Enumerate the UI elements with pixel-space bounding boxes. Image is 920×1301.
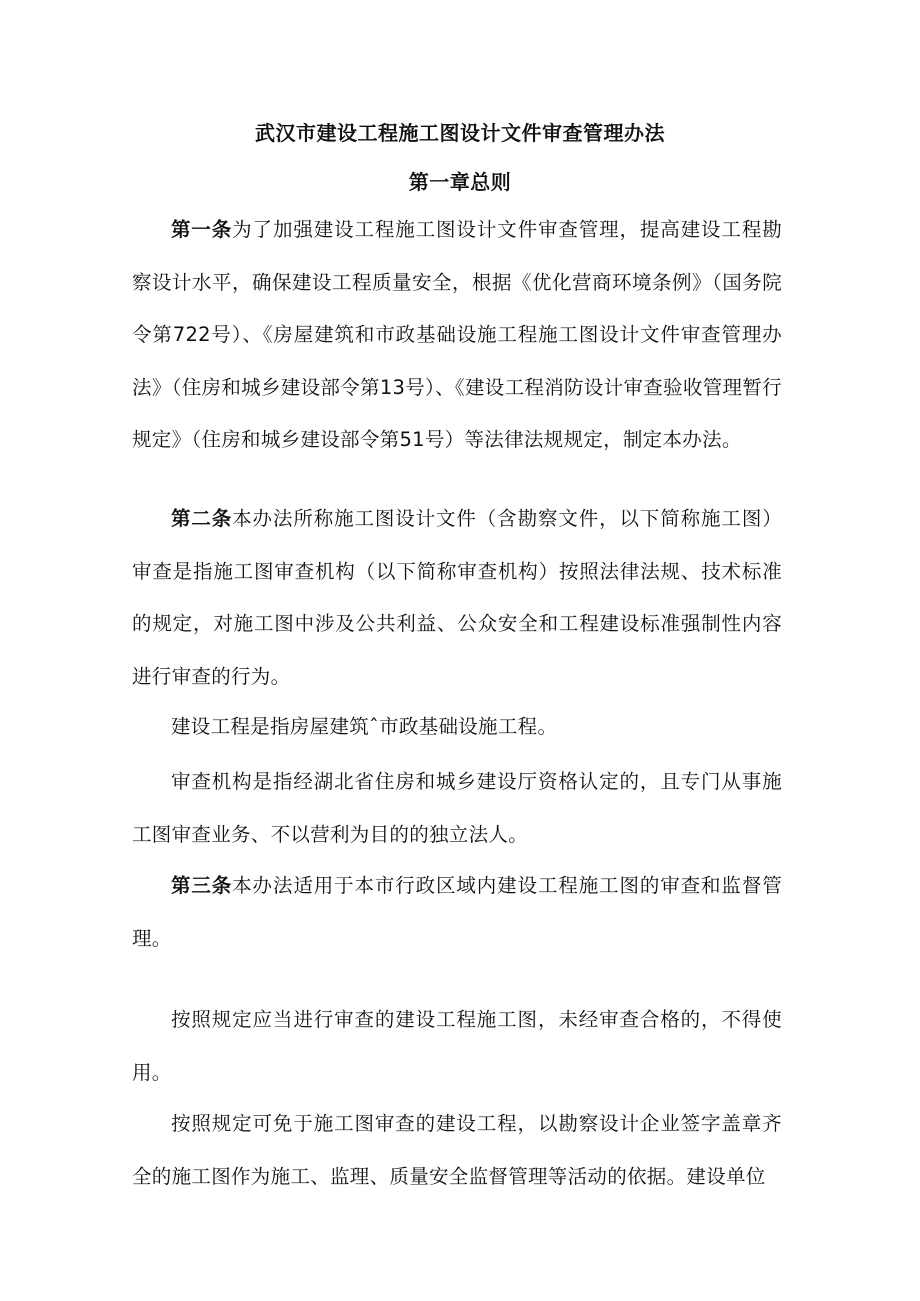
- paragraph-text: 按照规定可免于施工图审查的建设工程，以勘察设计企业签字盖章齐全的施工图作为施工、监理、质量安全监督管理等活动的依据。建设单位: [132, 1112, 782, 1188]
- article-3-label: 第三条: [171, 874, 233, 897]
- article-2-paragraph-3: [132, 756, 782, 861]
- article-2: [132, 493, 782, 703]
- paragraph-text: 建设工程是指房屋建筑ˆ市政基础设施工程。: [171, 715, 558, 738]
- document-title: 武汉市建设工程施工图设计文件审查管理办法: [255, 121, 665, 145]
- article-3-paragraph-3: [132, 1098, 782, 1203]
- article-2-label: 第二条: [171, 507, 233, 530]
- article-1: [132, 204, 782, 467]
- article-3: [132, 860, 782, 965]
- article-2-text: 本办法所称施工图设计文件（含勘察文件，以下简称施工图）审查是指施工图审查机构（以下简称审查机构）按照法律法规、技术标准的规定，对施工图中涉及公共利益、公众安全和工程建设标准强制性内容进行审查的行为。: [132, 507, 782, 688]
- article-3-text: 本办法适用于本市行政区域内建设工程施工图的审查和监督管理。: [132, 874, 782, 950]
- paragraph-text: 审查机构是指经湖北省住房和城乡建设厅资格认定的，且专门从事施工图审查业务、不以营利为目的的独立法人。: [132, 770, 782, 846]
- chapter-heading: 第一章总则: [408, 170, 512, 194]
- article-1-text: 为了加强建设工程施工图设计文件审查管理，提高建设工程勘察设计水平，确保建设工程质量安全，根据《优化营商环境条例》（国务院令第722号）、《房屋建筑和市政基础设施工程施工图设计文件审查管理办法》（住房和城乡建设部令第13号）、《建设工程消防设计审查验收管理暂行规定》（住房和城乡建设部令第51号）等法律法规规定，制定本办法。: [132, 218, 782, 451]
- article-2-paragraph-2: [132, 701, 782, 754]
- article-1-label: 第一条: [171, 218, 233, 241]
- paragraph-text: 按照规定应当进行审查的建设工程施工图，未经审查合格的，不得使用。: [132, 1008, 782, 1084]
- article-3-paragraph-2: [132, 994, 782, 1099]
